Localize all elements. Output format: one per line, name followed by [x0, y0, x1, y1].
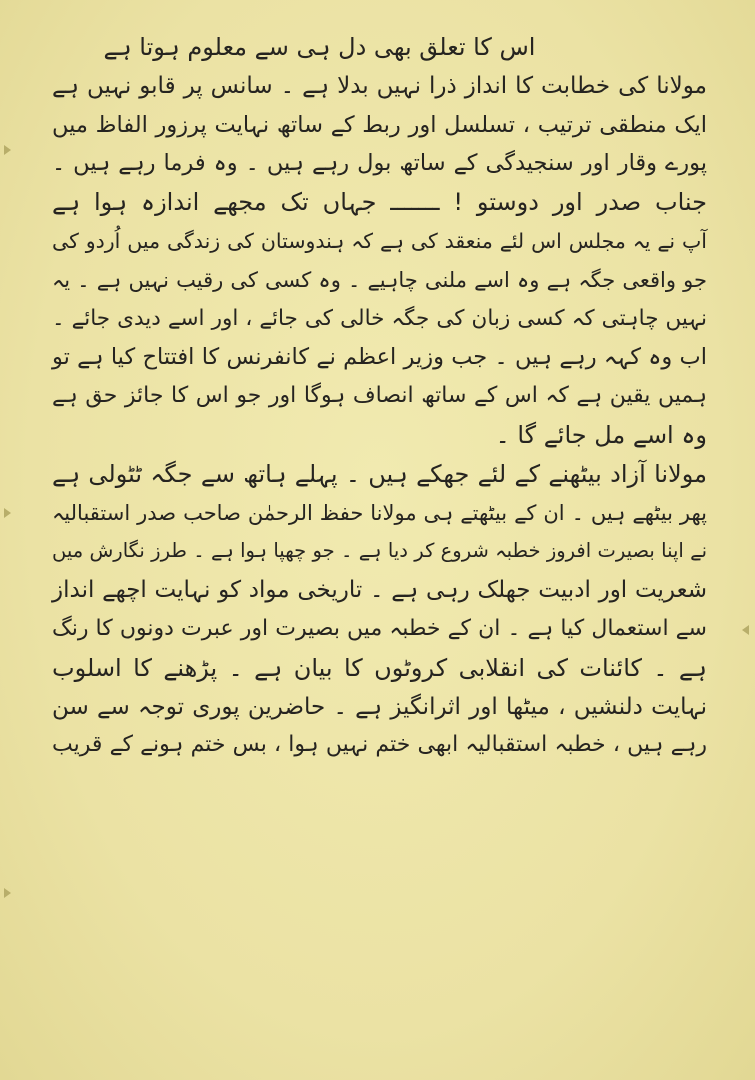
text-line: ہے ۔ کائنات کی انقلابی کروٹوں کا بیان ہے ۔ پڑھنے کا اسلوب	[52, 653, 707, 682]
text-line: رہے ہیں ، خطبہ استقبالیہ ابھی ختم نہیں ہوا ، بس ختم ہونے کے قریب	[52, 732, 707, 758]
text-line: سے استعمال کیا ہے ۔ ان کے خطبہ میں بصیرت اور عبرت دونوں کا رنگ	[52, 615, 707, 641]
text-line: جو واقعی جگہ ہے وہ اسے ملنی چاہیے ۔ وہ کسی کی رقیب نہیں ہے ۔ یہ	[52, 267, 707, 292]
text-line: نہایت دلنشیں ، میٹھا اور اثرانگیز ہے ۔ حاضرین پوری توجہ سے سن	[52, 693, 707, 720]
text-line: نے اپنا بصیرت افروز خطبہ شروع کر دیا ہے ۔ جو چھپا ہوا ہے ۔ طرز نگارش میں	[52, 539, 707, 563]
page-edge-mark	[742, 625, 749, 635]
text-line: پورے وقار اور سنجیدگی کے ساتھ بول رہے ہیں ۔ وہ فرما رہے ہیں ۔	[52, 150, 707, 177]
text-line: آپ نے یہ مجلس اس لئے منعقد کی ہے کہ ہندوستان کی زندگی میں اُردو کی	[52, 228, 707, 253]
text-line: ایک منطقی ترتیب ، تسلسل اور ربط کے ساتھ نہایت پرزور الفاظ میں	[52, 111, 707, 138]
urdu-text-block	[52, 28, 707, 765]
text-line: ہمیں یقین ہے کہ اس کے ساتھ انصاف ہوگا اور جو اس کا جائز حق ہے	[52, 383, 707, 409]
text-line: مولانا آزاد بیٹھنے کے لئے جھکے ہیں ۔ پہلے ہاتھ سے جگہ ٹٹولی ہے	[52, 459, 707, 488]
text-line: نہیں چاہتی کہ کسی زبان کی جگہ خالی کی جائے ، اور اسے دیدی جائے ۔	[52, 305, 707, 331]
text-line: وہ اسے مل جائے گا ۔	[495, 420, 707, 449]
page-edge-mark	[4, 508, 11, 518]
text-line: جناب صدر اور دوستو ! ـــــــ جہاں تک مجھے اندازہ ہوا ہے	[52, 188, 707, 217]
text-line: شعریت اور ادبیت جھلک رہی ہے ۔ تاریخی مواد کو نہایت اچھے انداز	[52, 577, 707, 604]
text-line: اب وہ کہہ رہے ہیں ۔ جب وزیر اعظم نے کانفرنس کا افتتاح کیا ہے تو	[52, 344, 707, 371]
text-line: اس کا تعلق بھی دل ہی سے معلوم ہوتا ہے	[103, 33, 536, 61]
page-edge-mark	[4, 888, 11, 898]
page-edge-mark	[4, 145, 11, 155]
text-line: پھر بیٹھے ہیں ۔ ان کے بیٹھتے ہی مولانا حفظ الرحمٰن صاحب صدر استقبالیہ	[52, 500, 707, 525]
text-line: مولانا کی خطابت کا انداز ذرا نہیں بدلا ہے ۔ سانس پر قابو نہیں ہے	[52, 72, 707, 99]
